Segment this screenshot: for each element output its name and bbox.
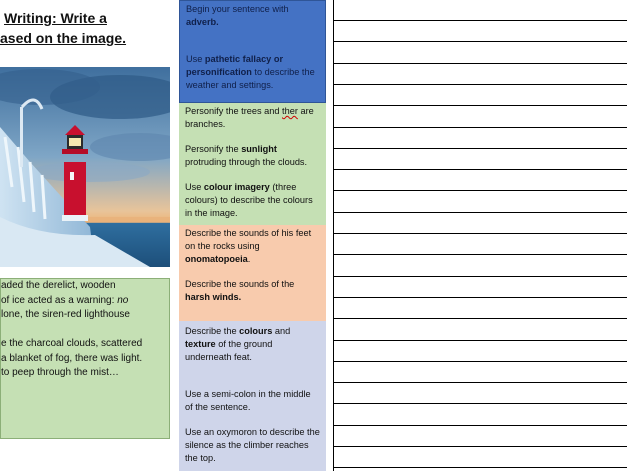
writing-line [334, 467, 627, 468]
prompt-oxymoron: Use an oxymoron to describe the silence as the climber reaches the top. [185, 427, 320, 463]
model-line-3: lone, the siren-red lighthouse [1, 309, 130, 320]
writing-line [334, 169, 627, 170]
writing-line [334, 190, 627, 191]
writing-line [334, 148, 627, 149]
task-title [0, 8, 176, 48]
writing-line [334, 127, 627, 128]
writing-line [334, 84, 627, 85]
writing-line [334, 361, 627, 362]
writing-line [334, 254, 627, 255]
lighthouse-illustration [0, 67, 170, 267]
prompt-box-lilac [179, 321, 326, 471]
writing-line [334, 318, 627, 319]
prompt-box-blue [179, 0, 326, 103]
writing-line [334, 297, 627, 298]
prompt-box-green [179, 103, 326, 225]
prompt-colours-texture: Describe the colours and texture of the ground underneath feat. [185, 326, 291, 362]
lighthouse-image [0, 67, 170, 267]
writing-line [334, 403, 627, 404]
spelling-error-mark: ther [282, 106, 298, 116]
model-line-4 [1, 323, 169, 338]
writing-line [334, 233, 627, 234]
task-title-line-1: Writing: Write a [4, 10, 107, 26]
prompt-onomatopoeia: Describe the sounds of his feet on the rocks using onomatopoeia. [185, 228, 312, 264]
prompt-personify-sunlight: Personify the sunlight protruding through the clouds. [185, 144, 308, 167]
model-line-2: of ice acted as a warning: no [1, 294, 129, 306]
prompt-harsh-winds: Describe the sounds of the harsh winds. [185, 279, 295, 302]
prompt-pathetic-fallacy: Use pathetic fallacy or personification to describe the weather and settings. [186, 54, 315, 90]
prompt-personify-trees: Personify the trees and ther are branches. [185, 106, 314, 129]
model-line-7: to peep through the mist… [1, 367, 119, 378]
writing-line [334, 276, 627, 277]
writing-line [334, 212, 627, 213]
writing-line [334, 20, 627, 21]
prompt-colour-imagery: Use colour imagery (three colours) to describe the colours in the image. [185, 182, 313, 218]
model-line-5: e the charcoal clouds, scattered [1, 338, 143, 349]
writing-line [334, 340, 627, 341]
prompt-adverb: Begin your sentence with adverb. [186, 4, 289, 27]
model-emphasis-no: no [117, 294, 129, 306]
prompt-semi-colon: Use a semi-colon in the middle of the sentence. [185, 389, 311, 412]
model-paragraph [0, 278, 170, 439]
model-line-6: a blanket of fog, there was light. [1, 352, 143, 364]
writing-line [334, 41, 627, 42]
writing-line [334, 425, 627, 426]
writing-lines-area[interactable] [333, 0, 627, 471]
prompt-box-orange [179, 225, 326, 321]
writing-line [334, 63, 627, 64]
model-line-1: aded the derelict, wooden [1, 280, 116, 291]
writing-line [334, 382, 627, 383]
writing-line [334, 446, 627, 447]
task-title-line-2: ased on the image. [0, 30, 127, 46]
writing-line [334, 105, 627, 106]
